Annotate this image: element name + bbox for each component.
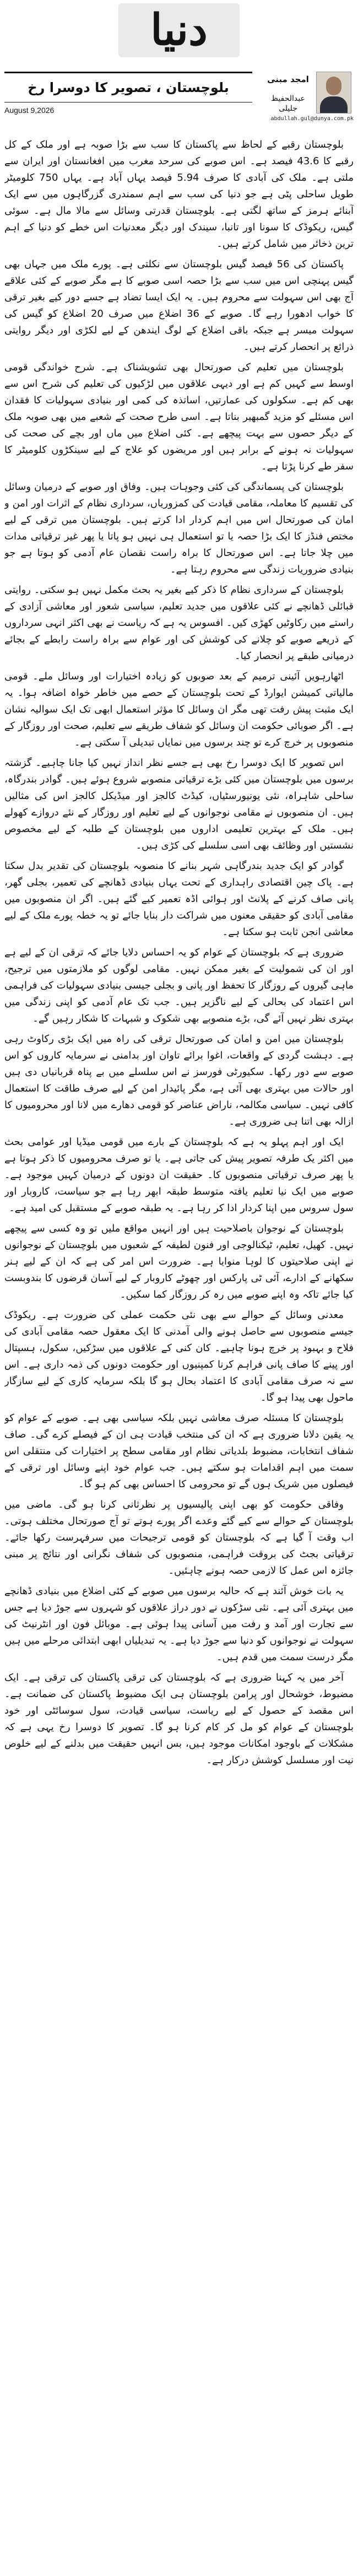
- author-name: عبدالحفیظ جلیلی: [271, 94, 305, 113]
- author-signature: امجد مبنی: [267, 74, 309, 84]
- article-paragraph: معدنی وسائل کے حوالے سے بھی نئی حکمت عملی کی ضرورت ہے۔ ریکوڈک جیسے منصوبوں سے حاصل ہونے والی آمدنی کا ایک معقول حصہ مقامی آبادی کی فلاح و بہبود پر خرچ ہونا چاہیے۔ کان کنی کے علاقوں میں سڑکیں، سکول، ہسپتال اور پینے کا صاف پانی فراہم کرنا کمپنیوں اور حکومت دونوں کی ذمہ داری ہے۔ اس سے نہ صرف مقامی آبادی کا اعتماد بحال ہو گا بلکہ سرمایہ کاری کے لیے سازگار ماحول بھی پیدا ہو گا۔: [4, 1309, 354, 1403]
- article-paragraph: یہ بات خوش آئند ہے کہ حالیہ برسوں میں صوبے کے کئی اضلاع میں بنیادی ڈھانچے میں بہتری آئی ہے۔ نئی سڑکوں نے دور دراز علاقوں کو شہروں سے جوڑ دیا ہے جس سے تجارت اور آمد و رفت میں آسانی پیدا ہوئی ہے۔ موبائل فون اور انٹرنیٹ کی سہولت نے نوجوانوں کو دنیا سے جوڑ دیا ہے۔ یہ تبدیلیاں ابھی ابتدائی مرحلے میں ہیں مگر درست سمت میں قدم ہیں۔: [4, 1585, 354, 1663]
- article-paragraph: بلوچستان میں تعلیم کی صورتحال بھی تشویشناک ہے۔ شرح خواندگی قومی اوسط سے کہیں کم ہے اور دیہی علاقوں میں لڑکیوں کی تعلیم کی شرح اس سے بھی کم ہے۔ سکولوں کی عمارتیں، اساتذہ کی کمی اور بنیادی سہولیات کا فقدان اس مسئلے کو مزید گمبھیر بناتا ہے۔ اسی طرح صحت کے شعبے میں بھی صوبہ ملک کے دیگر حصوں سے بہت پیچھے ہے۔ کئی اضلاع میں ماں اور بچے کی صحت کی سہولیات نہ ہونے کے برابر ہیں اور مریضوں کو علاج کے لیے سینکڑوں کلومیٹر کا سفر طے کرنا پڑتا ہے۔: [4, 361, 354, 472]
- article-paragraph: بلوچستان کے سرداری نظام کا ذکر کیے بغیر یہ بحث مکمل نہیں ہو سکتی۔ روایتی قبائلی ڈھانچے نے کئی علاقوں میں جدید تعلیم، سیاسی شعور اور معاشی آزادی کے راستے میں رکاوٹیں کھڑی کیں۔ افسوس یہ ہے کہ ریاست نے بھی اکثر انہی سرداروں کے ذریعے صوبے کو چلانے کی کوشش کی اور عوام سے براہ راست رابطے کے بجائے درمیانی طبقے پر انحصار کیا۔: [4, 584, 354, 662]
- author-email: abdullah.gul@dunya.com.pk: [270, 116, 354, 122]
- article-paragraph: گوادر کو ایک جدید بندرگاہی شہر بنانے کا منصوبہ بلوچستان کی تقدیر بدل سکتا ہے۔ پاک چین اقتصادی راہداری کے تحت یہاں بنیادی ڈھانچے کی تعمیر، بجلی گھر، پانی صاف کرنے کے پلانٹ اور ہوائی اڈہ تعمیر کیے گئے ہیں۔ اگر ان منصوبوں میں مقامی آبادی کو حقیقی معنوں میں شراکت دار بنایا جائے تو یہ خطہ پورے ملک کے لیے معاشی انجن ثابت ہو سکتا ہے۔: [4, 860, 354, 938]
- article-paragraph: وفاقی حکومت کو بھی اپنی پالیسیوں پر نظرثانی کرنا ہو گی۔ ماضی میں بلوچستان کے حوالے سے کیے گئے وعدے اگر پورے ہوتے تو آج صورتحال مختلف ہوتی۔ اب وقت آ گیا ہے کہ بلوچستان کو قومی ترجیحات میں سرفہرست رکھا جائے۔ ترقیاتی بجٹ کی بروقت فراہمی، منصوبوں کی شفاف نگرانی اور نتائج پر مبنی جائزہ اس عمل کا لازمی حصہ ہونے چاہئیں۔: [4, 1499, 354, 1576]
- article-paragraph: ضروری ہے کہ بلوچستان کے عوام کو یہ احساس دلایا جائے کہ ترقی ان کے لیے ہے اور ان کی شمولیت کے بغیر ممکن نہیں۔ مقامی لوگوں کو ملازمتوں میں ترجیح، ماہی گیروں کے روزگار کا تحفظ اور پانی و بجلی جیسی بنیادی سہولیات کی فراہمی اس اعتماد کی بحالی کے لیے ناگزیر ہیں۔ جب تک عام آدمی کو اپنی زندگی میں بہتری نظر نہیں آئے گی، بڑے منصوبے بھی شکوک و شبہات کا شکار رہیں گے۔: [4, 947, 354, 1024]
- masthead: [0, 0, 358, 132]
- logo-text: دنیا: [150, 5, 208, 55]
- newspaper-logo: [118, 3, 240, 57]
- article-paragraph: بلوچستان کا مسئلہ صرف معاشی نہیں بلکہ سیاسی بھی ہے۔ صوبے کے عوام کو یہ یقین دلانا ضروری ہے کہ ان کی منتخب قیادت ہی ان کے فیصلے کرے گی۔ صاف شفاف انتخابات، مضبوط بلدیاتی نظام اور مقامی سطح پر اختیارات کی منتقلی اس سمت میں اہم اقدامات ہو سکتے ہیں۔ جب عوام خود اپنے وسائل اور ترقی کے فیصلوں میں شریک ہوں گے تو محرومی کا احساس بھی کم ہو گا۔: [4, 1412, 354, 1490]
- article-paragraph: بلوچستان کے نوجوان باصلاحیت ہیں اور انہیں مواقع ملیں تو وہ کسی سے پیچھے نہیں۔ کھیل، تعلیم، ٹیکنالوجی اور فنون لطیفہ کے شعبوں میں بلوچستان کے نوجوانوں نے اپنی صلاحیتوں کا لوہا منوایا ہے۔ ضرورت اس امر کی ہے کہ ان کے لیے ہنر سکھانے کے ادارے، آئی ٹی پارکس اور چھوٹے کاروبار کے لیے آسان قرضوں کا بندوبست کیا جائے تاکہ وہ اپنے صوبے میں رہ کر روزگار کما سکیں۔: [4, 1223, 354, 1300]
- article-paragraph: اٹھارہویں آئینی ترمیم کے بعد صوبوں کو زیادہ اختیارات اور وسائل ملے۔ قومی مالیاتی کمیشن ایوارڈ کے تحت بلوچستان کے حصے میں خاطر خواہ اضافہ ہوا۔ یہ ایک مثبت پیش رفت تھی مگر ان وسائل کا مؤثر استعمال ابھی تک ایک سوالیہ نشان ہے۔ اگر صوبائی حکومت ان وسائل کو شفاف طریقے سے تعلیم، صحت اور روزگار کے منصوبوں پر خرچ کرے تو چند برسوں میں نمایاں تبدیلی آ سکتی ہے۔: [4, 671, 354, 748]
- column-title: بلوچستان ، تصویر کا دوسرا رخ: [28, 80, 229, 95]
- author-photo-head: [326, 77, 341, 95]
- article-paragraph: بلوچستان میں امن و امان کی صورتحال ترقی کی راہ میں ایک بڑی رکاوٹ رہی ہے۔ دہشت گردی کے واقعات، اغوا برائے تاوان اور بدامنی نے سرمایہ کاروں کو اس صوبے سے دور رکھا۔ سکیورٹی فورسز نے اس سلسلے میں بے پناہ قربانیاں دی ہیں اور حالات میں بہتری بھی آئی ہے، مگر پائیدار امن کے لیے صرف طاقت کا استعمال کافی نہیں۔ سیاسی مکالمہ، ناراض عناصر کو قومی دھارے میں لانا اور محرومیوں کا ازالہ بھی اتنا ہی ضروری ہے۔: [4, 1033, 354, 1127]
- column-title-banner: [4, 72, 252, 102]
- author-box: [260, 72, 354, 127]
- author-photo-body: [320, 96, 348, 114]
- article-paragraph: پاکستان کی 56 فیصد گیس بلوچستان سے نکلتی ہے۔ پورے ملک میں جہاں بھی گیس پہنچی اس میں سب سے بڑا حصہ اسی صوبے کا ہے مگر صوبے کے کئی علاقے آج بھی اس سہولت سے محروم ہیں۔ یہ ایک ایسا تضاد ہے جسے دور کیے بغیر ترقی کا خواب ادھورا رہے گا۔ صوبے کے 36 اضلاع میں صرف 20 اضلاع کو گیس کی سہولت میسر ہے جبکہ باقی اضلاع کے لوگ ایندھن کے لیے لکڑی اور دیگر روایتی ذرائع پر انحصار کرتے ہیں۔: [4, 258, 354, 353]
- byline-row: [4, 72, 354, 132]
- article-paragraph: بلوچستان کی پسماندگی کی کئی وجوہات ہیں۔ وفاق اور صوبے کے درمیان وسائل کی تقسیم کا معاملہ، مقامی قیادت کی کمزوریاں، سرداری نظام کے اثرات اور امن و امان کی صورتحال اس میں اہم کردار ادا کرتے ہیں۔ بلوچستان میں ترقی کے لیے مختص فنڈز کا ایک بڑا حصہ یا تو استعمال ہی نہیں ہو پاتا یا پھر غیر ترقیاتی مدات میں چلا جاتا ہے۔ اس صورتحال کا براہ راست نقصان عام آدمی کو ہوتا ہے جو بنیادی ضروریات زندگی سے محروم رہتا ہے۔: [4, 481, 354, 575]
- article-paragraph: اس تصویر کا ایک دوسرا رخ بھی ہے جسے نظر انداز نہیں کیا جانا چاہیے۔ گزشتہ برسوں میں بلوچستان میں کئی بڑے ترقیاتی منصوبے شروع ہوئے ہیں۔ گوادر بندرگاہ، ساحلی شاہراہ، نئی یونیورسٹیاں، کیڈٹ کالجز اور میڈیکل کالجز اس کی مثالیں ہیں۔ ان منصوبوں نے مقامی نوجوانوں کے لیے تعلیم اور روزگار کے نئے دروازے کھولے ہیں۔ ملک کے بہترین تعلیمی اداروں میں بلوچستان کے طلبہ کے لیے مخصوص نشستیں اور وظائف بھی اسی سلسلے کی کڑی ہیں۔: [4, 757, 354, 851]
- publish-date: August 9,2026: [4, 106, 55, 115]
- author-photo: [316, 72, 351, 114]
- article-body: [4, 137, 354, 2569]
- article-paragraph: بلوچستان رقبے کے لحاظ سے پاکستان کا سب سے بڑا صوبہ ہے اور ملک کے کل رقبے کا 43.6 فیصد ہے۔ اس صوبے کی سرحد مغرب میں افغانستان اور ایران سے ملتی ہے۔ ملک کی آبادی کا صرف 5.94 فیصد یہاں آباد ہے۔ یہاں 750 کلومیٹر طویل ساحلی پٹی ہے جو دنیا کی سب سے اہم سمندری گزرگاہوں میں سے ایک آبنائے ہرمز کے ساتھ لگتی ہے۔ بلوچستان قدرتی وسائل سے مالا مال ہے۔ سوئی گیس، ریکوڈک کا سونا اور تانبا، سیندک اور دیگر معدنیات اس خطے کو دنیا کے اہم ترین ذخائر میں شامل کرتے ہیں۔: [4, 139, 354, 250]
- article-paragraph: آخر میں یہ کہنا ضروری ہے کہ بلوچستان کی ترقی پاکستان کی ترقی ہے۔ ایک مضبوط، خوشحال اور پرامن بلوچستان ہی ایک مضبوط پاکستان کی ضمانت ہے۔ اس مقصد کے حصول کے لیے ریاست، سیاسی قیادت، سول سوسائٹی اور خود بلوچستان کے عوام کو مل کر کام کرنا ہو گا۔ تصویر کا دوسرا رخ یہی ہے کہ مشکلات کے باوجود امکانات موجود ہیں، بس انہیں حقیقت میں بدلنے کے لیے خلوص نیت اور مسلسل کوشش درکار ہے۔: [4, 1672, 354, 1766]
- article-paragraph: ایک اور اہم پہلو یہ ہے کہ بلوچستان کے بارے میں قومی میڈیا اور عوامی بحث میں اکثر یک طرفہ تصویر پیش کی جاتی ہے۔ یا تو صرف محرومیوں کا ذکر ہوتا ہے یا پھر صرف ترقیاتی منصوبوں کا۔ حقیقت ان دونوں کے درمیان کہیں موجود ہے۔ صوبے میں ایک نیا تعلیم یافتہ متوسط طبقہ ابھر رہا ہے جو سیاست، کاروبار اور سول سروس میں اپنا کردار ادا کر رہا ہے۔ یہ طبقہ صوبے کے مستقبل کی امید ہے۔: [4, 1136, 354, 1214]
